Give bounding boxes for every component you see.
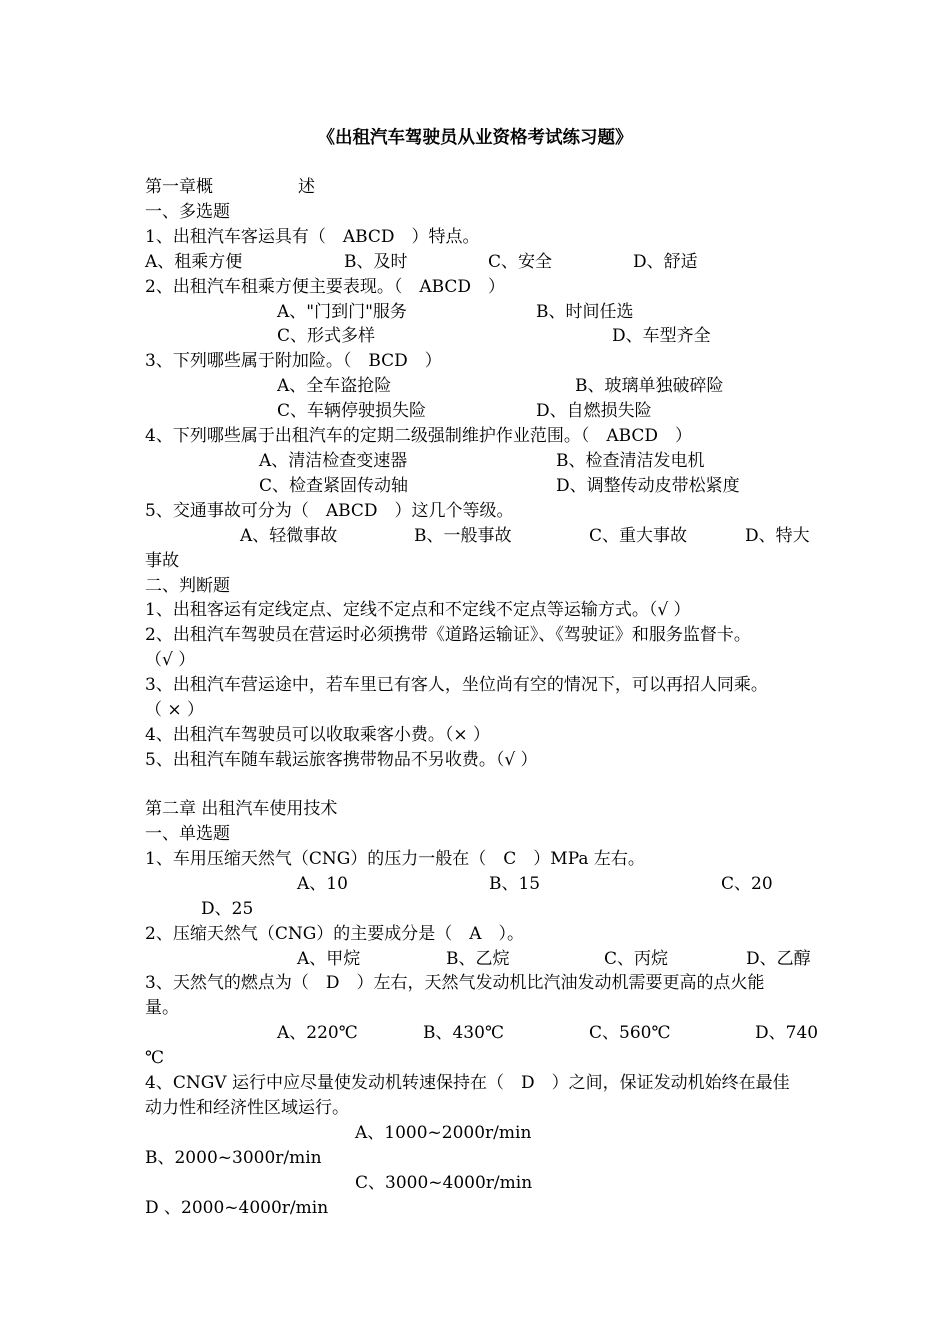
tf-statement: 3、出租汽车营运途中，若车里已有客人，坐位尚有空的情况下，可以再招人同乘。 [145,675,768,695]
question-text: 4、下列哪些属于出租汽车的定期二级强制维护作业范围。（ ABCD ） [145,426,693,446]
option-d: D、特大 [745,526,810,546]
option-c: C、安全 [488,252,553,272]
option-c: C、560℃ [589,1023,671,1043]
option-d-continued: ℃ [145,1048,165,1068]
option-b: B、检查清洁发电机 [556,451,705,471]
option-a: A、甲烷 [297,949,361,969]
option-c: C、丙烷 [604,949,669,969]
question-text-continued: 动力性和经济性区域运行。 [145,1098,349,1118]
option-a: A、"门到门"服务 [277,302,407,322]
section-true-false: 二、判断题 [145,576,230,596]
question-text: 1、出租汽车客运具有（ ABCD ）特点。 [145,227,480,247]
option-c: C、车辆停驶损失险 [277,401,427,421]
question-text: 4、CNGV 运行中应尽量使发动机转速保持在（ D ）之间，保证发动机始终在最佳 [145,1073,790,1093]
option-b: B、15 [489,874,541,894]
section-multiple-choice: 一、多选题 [145,202,230,222]
chapter-1-heading-tail: 述 [298,177,315,197]
option-b: B、2000~3000r/min [145,1148,322,1168]
chapter-2-heading: 第二章 出租汽车使用技术 [145,799,338,819]
chapter-1-heading: 第一章概 [145,177,213,197]
question-text-continued: 量。 [145,998,179,1018]
option-c: C、重大事故 [589,526,688,546]
option-c: C、检查紧固传动轴 [259,476,409,496]
tf-answer: （ × ） [145,700,205,720]
tf-statement: 2、出租汽车驾驶员在营运时必须携带《道路运输证》、《驾驶证》和服务监督卡。 [145,625,751,645]
tf-statement: 1、出租客运有定线定点、定线不定点和不定线不定点等运输方式。（√ ） [145,600,691,620]
tf-statement: 4、出租汽车驾驶员可以收取乘客小费。（× ） [145,725,490,745]
option-d: D、自燃损失险 [536,401,652,421]
option-b: B、玻璃单独破碎险 [575,376,724,396]
question-text: 3、下列哪些属于附加险。（ BCD ） [145,351,442,371]
option-d: D、740 [755,1023,819,1043]
option-d: D、25 [201,899,254,919]
option-a: A、租乘方便 [145,252,243,272]
question-text: 2、出租汽车租乘方便主要表现。（ ABCD ） [145,277,506,297]
section-single-choice: 一、单选题 [145,824,230,844]
option-c: C、形式多样 [277,326,376,346]
option-a: A、清洁检查变速器 [259,451,408,471]
option-b: B、及时 [344,252,408,272]
option-d: D、车型齐全 [612,326,711,346]
tf-statement: 5、出租汽车随车载运旅客携带物品不另收费。（√ ） [145,750,538,770]
option-c: C、20 [721,874,773,894]
option-a: A、全车盗抢险 [277,376,392,396]
option-d-continued: 事故 [145,551,179,571]
document-title: 《出租汽车驾驶员从业资格考试练习题》 [317,128,633,148]
option-d: D、调整传动皮带松紧度 [556,476,740,496]
option-a: A、10 [297,874,348,894]
tf-answer: （√ ） [145,650,196,670]
option-a: A、1000~2000r/min [355,1123,532,1143]
option-d: D 、2000~4000r/min [145,1198,329,1218]
option-b: B、乙烷 [446,949,510,969]
option-a: A、220℃ [277,1023,358,1043]
question-text: 3、天然气的燃点为（ D ）左右，天然气发动机比汽油发动机需要更高的点火能 [145,973,765,993]
option-b: B、时间任选 [536,302,634,322]
question-text: 1、车用压缩天然气（CNG）的压力一般在（ C ）MPa 左右。 [145,849,645,869]
option-a: A、轻微事故 [240,526,338,546]
option-b: B、430℃ [423,1023,504,1043]
option-d: D、舒适 [633,252,698,272]
option-d: D、乙醇 [746,949,811,969]
question-text: 5、交通事故可分为（ ABCD ）这几个等级。 [145,501,514,521]
option-b: B、一般事故 [414,526,512,546]
option-c: C、3000~4000r/min [355,1173,533,1193]
question-text: 2、压缩天然气（CNG）的主要成分是（ A ）。 [145,924,525,944]
